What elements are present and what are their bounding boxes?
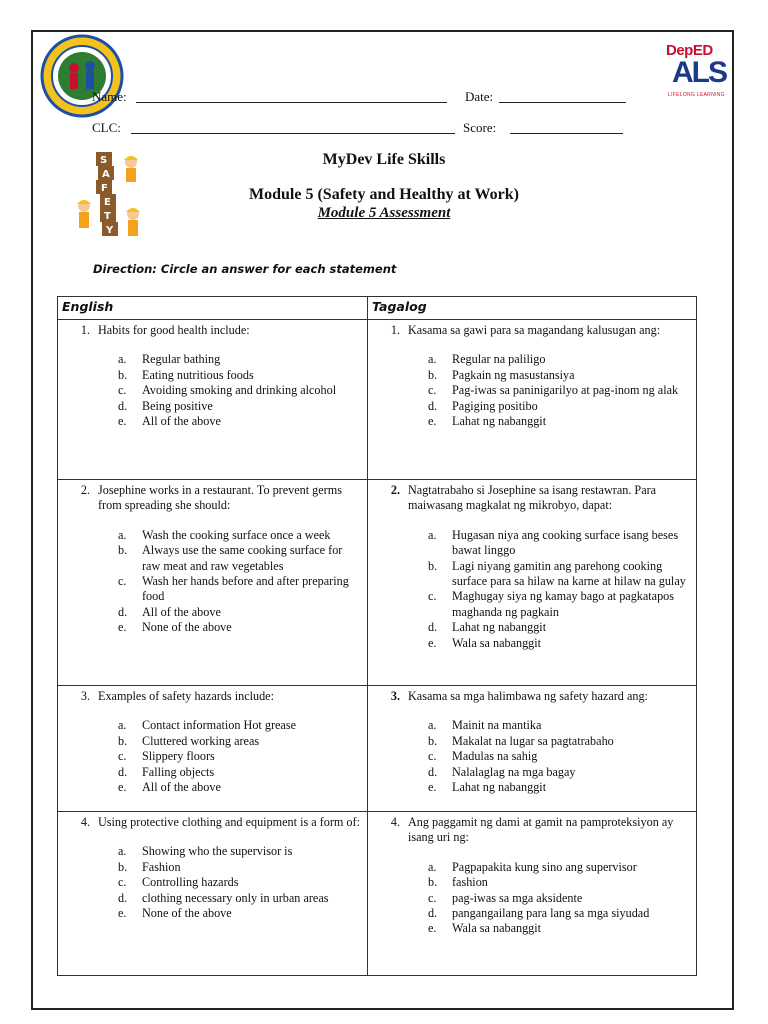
question-cell-tagalog-4 — [368, 812, 697, 976]
answer-option[interactable]: d. clothing necessary only in urban areas — [118, 890, 329, 905]
table-row — [58, 812, 697, 976]
answer-option[interactable]: c. Maghugay siya ng kamay bago at pagkatapos maghanda ng pagkain — [428, 589, 675, 619]
name-field[interactable] — [136, 102, 447, 103]
deped-logo-text: DepED — [666, 42, 713, 59]
answer-option[interactable]: b. Eating nutritious foods — [118, 367, 254, 382]
question-cell-english-3 — [58, 686, 368, 812]
table-row — [58, 320, 697, 480]
direction-text: Direction: Circle an answer for each statement — [93, 262, 397, 276]
question-text: Ang paggamit ng dami at gamit na pamproteksiyon ay isang uri ng: — [408, 815, 674, 845]
answer-option[interactable]: a. Regular na paliligo — [428, 352, 546, 367]
answer-option[interactable]: a. Mainit na mantika — [428, 718, 542, 733]
question-number: 2. — [80, 483, 90, 497]
table-row — [58, 480, 697, 686]
safety-letter-e: E — [104, 197, 111, 208]
als-subtext: LIFELONG LEARNING — [668, 92, 725, 98]
question-text: Using protective clothing and equipment is a form of: — [98, 815, 360, 829]
question-cell-tagalog-2 — [368, 480, 697, 686]
score-field[interactable] — [510, 133, 623, 134]
question-text: Habits for good health include: — [98, 323, 250, 337]
question-number: 4. — [80, 815, 90, 829]
answer-option[interactable]: b. Cluttered working areas — [118, 733, 260, 748]
answer-option[interactable]: b. Makalat na lugar sa pagtatrabaho — [428, 733, 614, 748]
question-number: 3. — [390, 689, 400, 703]
answer-option[interactable]: d. Being positive — [118, 398, 213, 413]
table-row — [58, 686, 697, 812]
answer-option[interactable]: b. Lagi niyang gamitin ang parehong cooking surface para sa hilaw na karne at hilaw na gulay — [428, 558, 686, 589]
answer-option[interactable]: e. Lahat ng nabanggit — [428, 780, 547, 795]
answer-option[interactable]: d. Lahat ng nabanggit — [428, 620, 547, 635]
question-number: 1. — [390, 323, 400, 337]
safety-letter-t: T — [104, 211, 111, 222]
answer-option[interactable]: d. Falling objects — [118, 764, 215, 779]
question-text: Kasama sa gawi para sa magandang kalusugan ang: — [408, 323, 661, 337]
answer-option[interactable]: d. Nalalaglag na mga bagay — [428, 764, 576, 779]
answer-option[interactable]: e. Wala sa nabanggit — [428, 635, 542, 650]
answer-option[interactable]: e. Wala sa nabanggit — [428, 921, 542, 936]
question-cell-english-4 — [58, 812, 368, 976]
question-text: Josephine works in a restaurant. To prevent germs from spreading she should: — [98, 483, 342, 513]
answer-option[interactable]: b. Always use the same cooking surface for raw meat and raw vegetables — [118, 543, 343, 573]
answer-option[interactable]: d. Pagiging positibo — [428, 398, 538, 413]
answer-option[interactable]: c. Slippery floors — [118, 749, 215, 764]
answer-option[interactable]: e. None of the above — [118, 906, 232, 921]
answer-option[interactable]: a. Wash the cooking surface once a week — [118, 527, 331, 542]
safety-letter-y: Y — [106, 225, 114, 236]
question-number: 1. — [80, 323, 90, 337]
answer-option[interactable]: c. Controlling hazards — [118, 875, 239, 890]
answer-option[interactable]: c. Pag-iwas sa paninigarilyo at pag-inom ng alak — [428, 383, 679, 398]
answer-option[interactable]: b. Fashion — [118, 859, 181, 874]
answer-option[interactable]: e. All of the above — [118, 414, 221, 429]
answer-option[interactable]: d. All of the above — [118, 604, 221, 619]
assessment-title: Module 5 Assessment — [317, 205, 451, 221]
answer-option[interactable]: b. fashion — [428, 875, 488, 890]
question-text: Examples of safety hazards include: — [98, 689, 274, 703]
question-text: Kasama sa mga halimbawa ng safety hazard ang: — [408, 689, 648, 703]
answer-option[interactable]: c. pag-iwas sa mga aksidente — [428, 890, 583, 905]
answer-option[interactable]: a. Showing who the supervisor is — [118, 844, 293, 859]
answer-option[interactable]: a. Contact information Hot grease — [118, 718, 296, 733]
question-number: 2. — [390, 483, 400, 497]
question-cell-tagalog-1 — [368, 320, 697, 480]
answer-option[interactable]: e. Lahat ng nabanggit — [428, 414, 547, 429]
score-label: Score: — [463, 120, 497, 135]
table-header-row — [58, 297, 697, 320]
question-number: 4. — [390, 815, 400, 829]
answer-option[interactable]: a. Pagpapakita kung sino ang supervisor — [428, 859, 637, 874]
name-label: Name: — [92, 89, 127, 104]
safety-letter-a: A — [102, 169, 110, 180]
column-header-tagalog: Tagalog — [368, 297, 697, 320]
safety-letter-s: S — [100, 155, 108, 166]
question-cell-english-2 — [58, 480, 368, 686]
answer-option[interactable]: d. pangangailang para lang sa mga siyudad — [428, 906, 650, 921]
answer-option[interactable]: c. Avoiding smoking and drinking alcohol — [118, 383, 337, 398]
deped-als-logo — [664, 42, 726, 104]
answer-option[interactable]: a. Hugasan niya ang cooking surface isang beses bawat linggo — [428, 527, 679, 558]
document-title: MyDev Life Skills — [322, 151, 446, 168]
question-text: Nagtatrabaho si Josephine sa isang restawran. Para maiwasang magkalat ng mikrobyo, dapat: — [408, 483, 657, 513]
clc-label: CLC: — [92, 120, 121, 135]
answer-option[interactable]: c. Wash her hands before and after preparing food — [118, 574, 349, 604]
question-cell-tagalog-3 — [368, 686, 697, 812]
answer-option[interactable]: e. All of the above — [118, 780, 221, 795]
safety-letter-f: F — [101, 183, 108, 194]
als-logo-text: ALS — [672, 56, 726, 89]
clc-field[interactable] — [131, 133, 455, 134]
answer-option[interactable]: c. Madulas na sahig — [428, 749, 538, 764]
question-cell-english-1 — [58, 320, 368, 480]
date-label: Date: — [465, 89, 494, 104]
date-field[interactable] — [499, 102, 626, 103]
youth-seal-logo — [40, 34, 124, 118]
answer-option[interactable]: a. Regular bathing — [118, 352, 221, 367]
column-header-english: English — [58, 297, 368, 320]
question-number: 3. — [80, 689, 90, 703]
module-title: Module 5 (Safety and Healthy at Work) — [249, 186, 519, 203]
answer-option[interactable]: e. None of the above — [118, 620, 232, 635]
assessment-table — [57, 296, 697, 976]
answer-option[interactable]: b. Pagkain ng masustansiya — [428, 367, 575, 382]
